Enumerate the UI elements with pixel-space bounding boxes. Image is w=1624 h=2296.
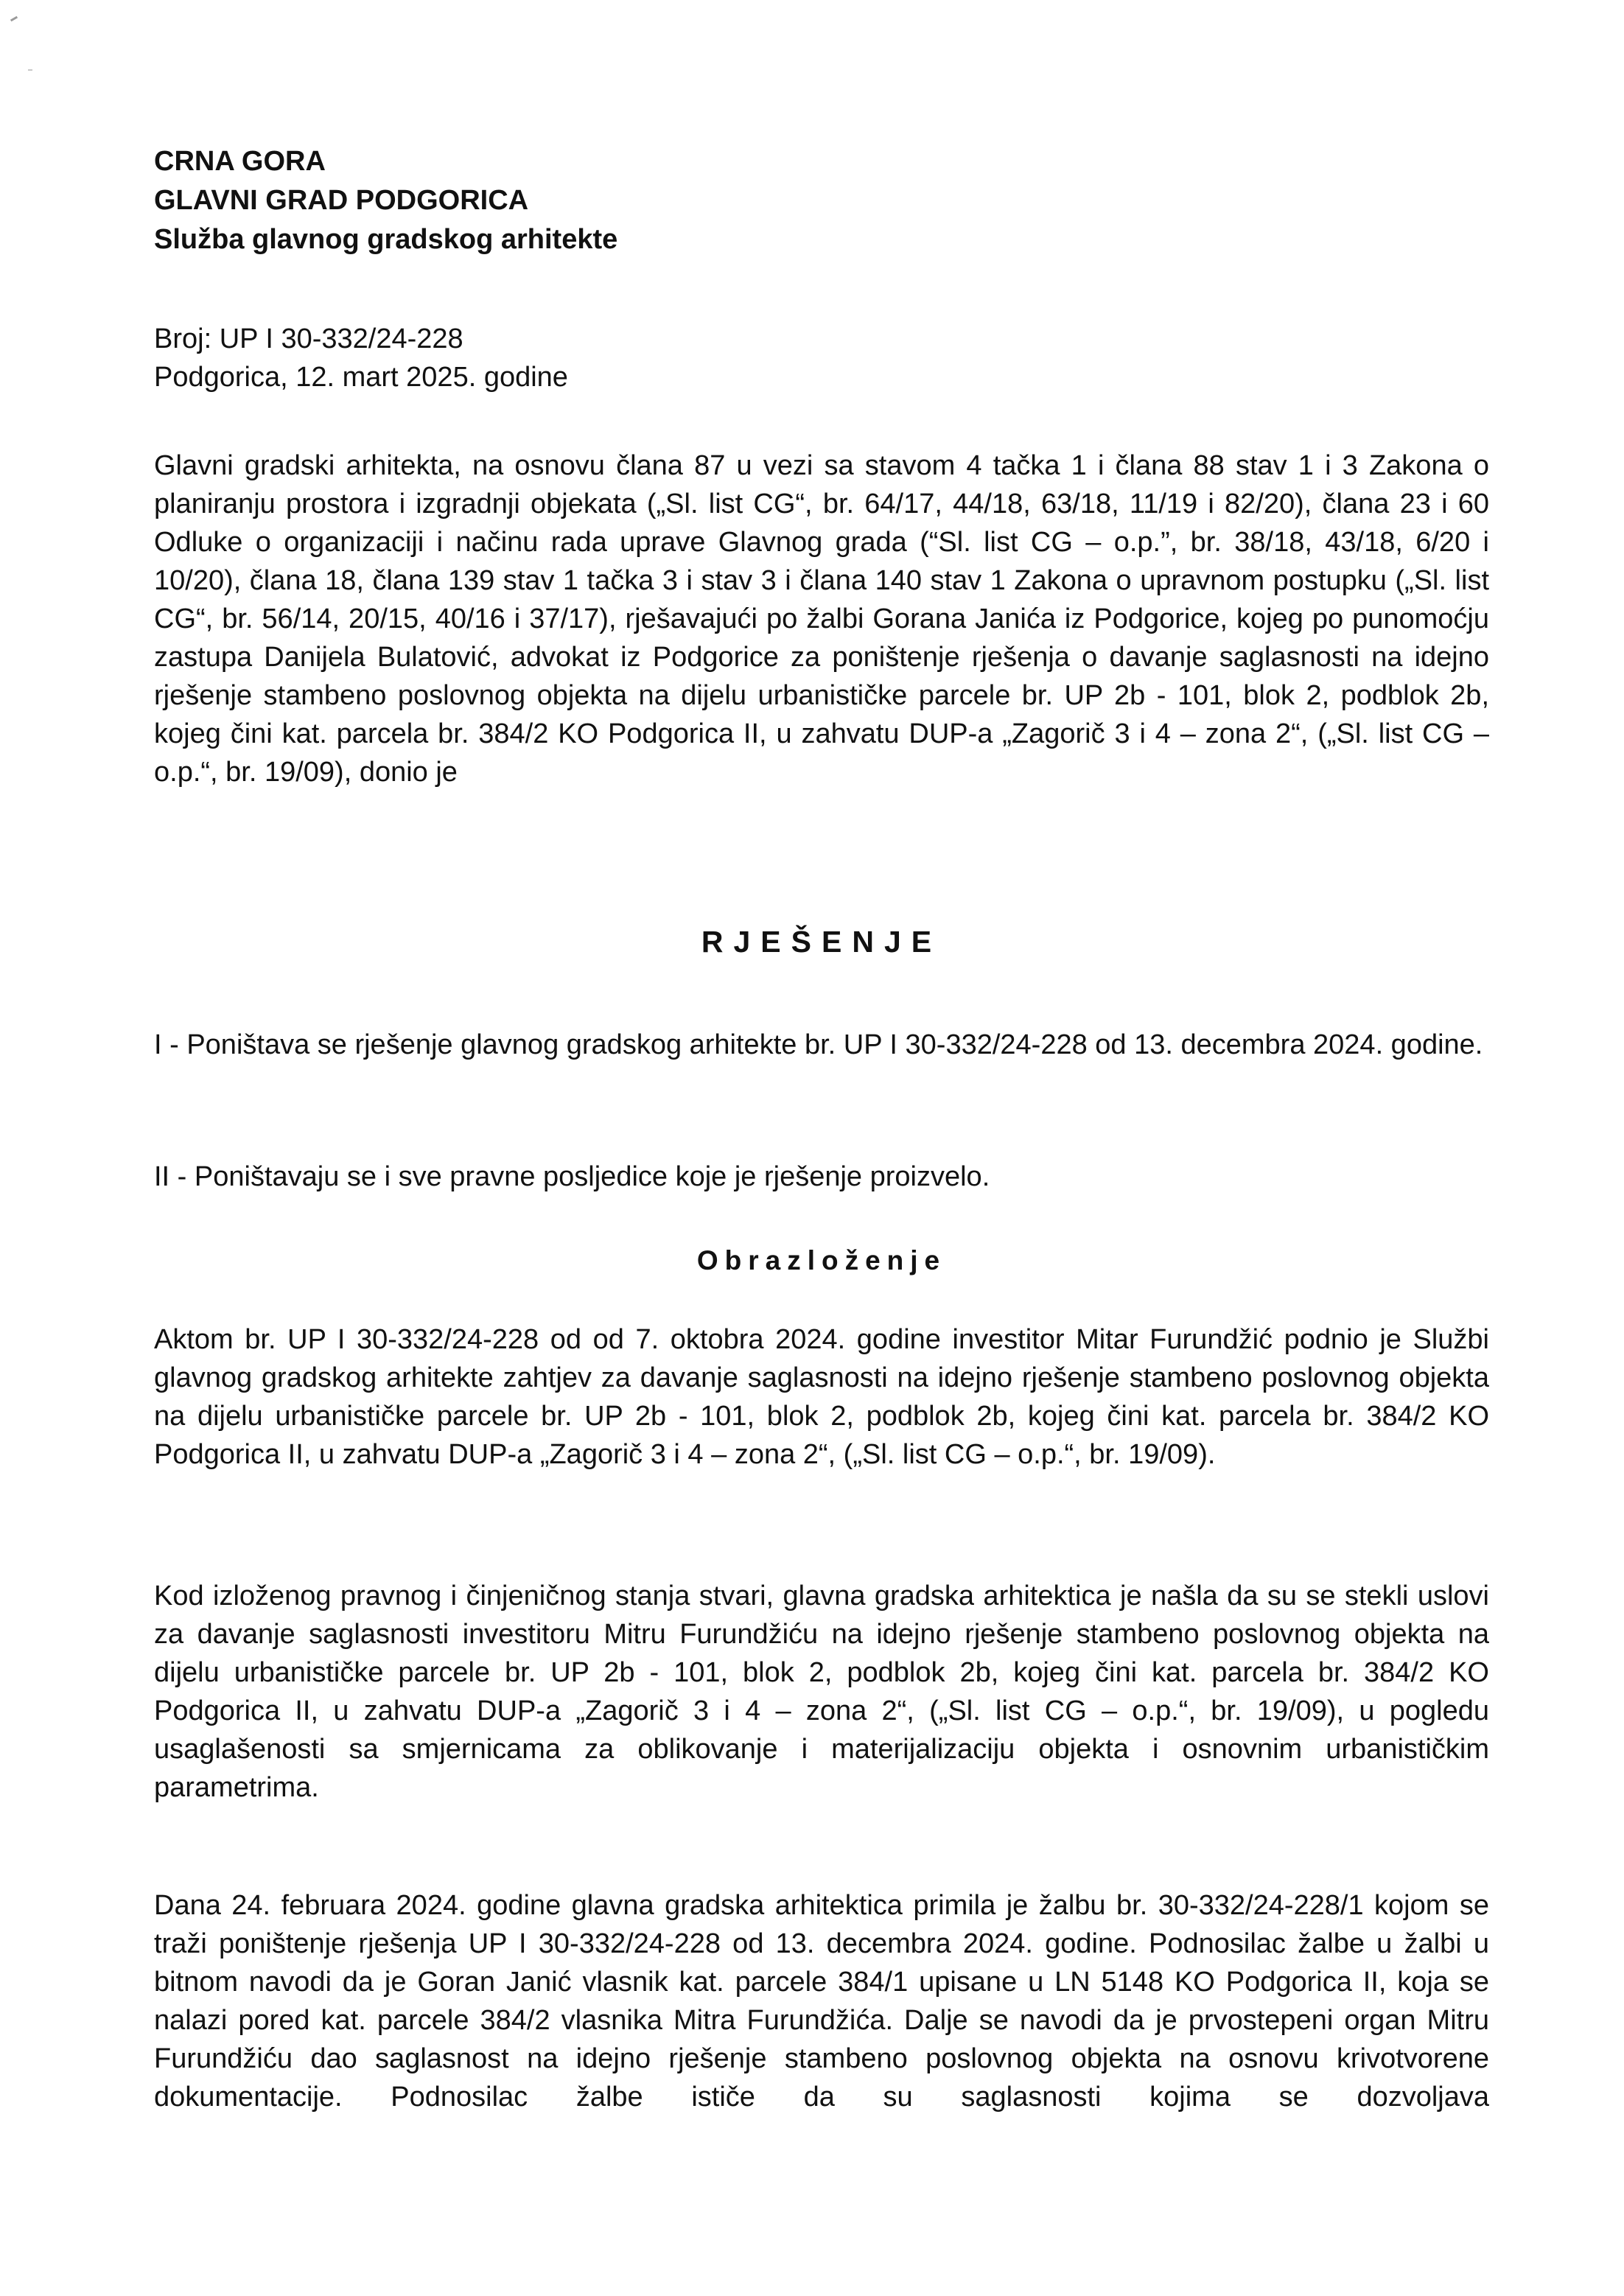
reasoning-title: Obrazloženje	[696, 1245, 947, 1275]
scan-artifact	[28, 69, 32, 71]
decision-item-1: I - Poništava se rješenje glavnog gradskog arhitekte br. UP I 30-332/24-228 od 13. decembra 2024. godine.	[154, 1029, 1483, 1060]
letterhead-country: CRNA GORA	[154, 146, 326, 177]
reasoning-paragraph-3: Dana 24. februara 2024. godine glavna gradska arhitektica primila je žalbu br. 30-332/24-228/1 kojom se traži poništenje rješenja UP I 30-332/24-228 od 13. decembra 2024. godine. Podnosilac žalbe u žalbi u bitnom navodi da je Goran Janić vlasnik kat. parcele 384/1 upisane u LN 5148 KO Podgorica II, koja se nalazi pored kat. parcele 384/2 vlasnika Mitra Furundžića. Dalje se navodi da je prvostepeni organ Mitru Furundžiću dao saglasnost na idejno rješenje stambeno poslovnog objekta na osnovu krivotvorene dokumentacije. Podnosilac žalbe ističe da su saglasnosti kojima se dozvoljava	[154, 1890, 1489, 2113]
letterhead-office: Služba glavnog gradskog arhitekte	[154, 224, 618, 255]
intro-paragraph: Glavni gradski arhitekta, na osnovu člana 87 u vezi sa stavom 4 tačka 1 i člana 88 stav 1 i 3 Zakona o planiranju prostora i izgradnji objekata („Sl. list CG“, br. 64/17, 44/18, 63/18, 11/19 i 82/20), člana 23 i 60 Odluke o organizaciji i načinu rada uprave Glavnog grada (“Sl. list CG – o.p.”, br. 38/18, 43/18, 6/20 i 10/20), člana 18, člana 139 stav 1 tačka 3 i stav 3 i člana 140 stav 1 Zakona o upravnom postupku („Sl. list CG“, br. 56/14, 20/15, 40/16 i 37/17), rješavajući po žalbi Gorana Janića iz Podgorice, kojeg po punomoćju zastupa Danijela Bulatović, advokat iz Podgorice za poništenje rješenja o davanje saglasnosti na idejno rješenje stambeno poslovnog objekta na dijelu urbanističke parcele br. UP 2b - 101, blok 2, podblok 2b, kojeg čini kat. parcela br. 384/2 KO Podgorica II, u zahvatu DUP-a „Zagorič 3 i 4 – zona 2“, („Sl. list CG – o.p.“, br. 19/09), donio je	[154, 450, 1489, 788]
reasoning-paragraph-1: Aktom br. UP I 30-332/24-228 od od 7. oktobra 2024. godine investitor Mitar Furundžić podnio je Službi glavnog gradskog arhitekte zahtjev za davanje saglasnosti na idejno rješenje stambeno poslovnog objekta na dijelu urbanističke parcele br. UP 2b - 101, blok 2, podblok 2b, kojeg čini kat. parcela br. 384/2 KO Podgorica II, u zahvatu DUP-a „Zagorič 3 i 4 – zona 2“, („Sl. list CG – o.p.“, br. 19/09).	[154, 1324, 1489, 1470]
letterhead-city: GLAVNI GRAD PODGORICA	[154, 185, 529, 216]
reasoning-paragraph-2: Kod izloženog pravnog i činjeničnog stanja stvari, glavna gradska arhitektica je našla da su se stekli uslovi za davanje saglasnosti investitoru Mitru Furundžiću na idejno rješenje stambeno poslovnog objekta na dijelu urbanističke parcele br. UP 2b - 101, blok 2, podblok 2b, kojeg čini kat. parcela br. 384/2 KO Podgorica II, u zahvatu DUP-a „Zagorič 3 i 4 – zona 2“, („Sl. list CG – o.p.“, br. 19/09), u pogledu usaglašenosti sa smjernicama za oblikovanje i materijalizaciju objekta i osnovnim urbanističkim parametrima.	[154, 1581, 1489, 1803]
scan-artifact	[10, 16, 18, 22]
decision-title: RJEŠENJE	[701, 925, 942, 959]
place-date: Podgorica, 12. mart 2025. godine	[154, 362, 568, 393]
letterhead	[154, 142, 617, 259]
reference-number: Broj: UP I 30-332/24-228	[154, 323, 463, 354]
decision-item-2: II - Poništavaju se i sve pravne posljedice koje je rješenje proizvelo.	[154, 1161, 990, 1192]
reference-block	[154, 320, 568, 396]
